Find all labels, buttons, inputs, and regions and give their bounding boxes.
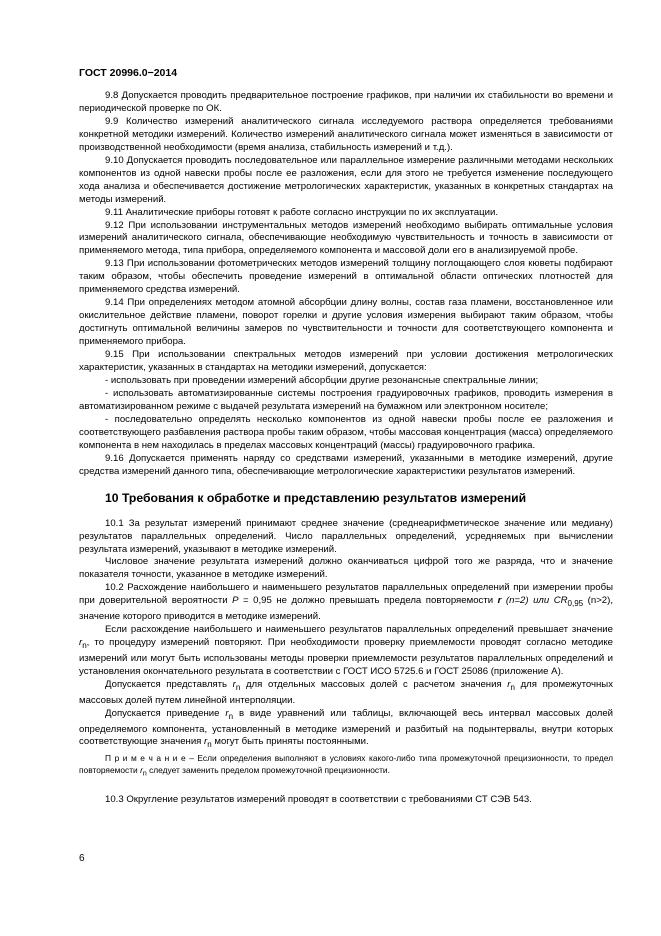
clause-9-10: 9.10 Допускается проводить последовательное или параллельное измерение различными методами нескольких компонентов из одной навески пробы после ее разложения, если для этого не требуется изменение последующего хода анализа и обеспечивается достижение метрологических характеристик, указанных в конкретных стандартах на методы измерений. [79, 154, 613, 205]
page-number: 6 [79, 853, 85, 864]
page-content [79, 90, 613, 807]
clause-9-15: 9.15 При использовании спектральных методов измерений при условии достижения метрологических характеристик, указанных в стандартах на методики измерений, допускается: [79, 349, 613, 374]
clause-10-2-exceed: Если расхождение наибольшего и наименьшего результатов параллельных определений превышает значение $r_n$, то процедуру измерений повторяют. При необходимости проверку приемлемости проводят согласно методике измерений или могут быть использованы методы проверки приемлемости результатов параллельных определений и установления окончательного результата в соответствии с ГОСТ ИСО 5725.6 и ГОСТ 25086 (приложение А). [79, 624, 613, 677]
clause-9-15-item-2: - использовать автоматизированные системы построения градуировочных графиков, проводить измерения в автоматизированном режиме с выдачей результата измерений на бумажном или электронном носителе; [79, 387, 613, 412]
clause-10-1-digit-rule: Числовое значение результата измерений должно оканчиваться цифрой того же разряда, что и значение показателя точности, указанное в методике измерений. [79, 556, 613, 581]
clause-10-2-note: П р и м е ч а н и е – Если определения выполняют в условиях какого-либо типа промежуточной прецизионности, то предел повторяемости $r_n$ следует заменить пределом промежуточной прецизионности. [79, 753, 613, 778]
clause-10-2-equations: Допускается приведение $r_n$ в виде уравнений или таблицы, включающей весь интервал массовых долей определяемого компонента, установленный в методике измерений и разбитый на подынтервалы, внутри которых соответствующие значения $r_n$ могут быть приняты постоянными. [79, 707, 614, 750]
clause-9-11: 9.11 Аналитические приборы готовят к работе согласно инструкции по их эксплуатации. [105, 206, 499, 218]
clause-9-15-item-1: - использовать при проведении измерений абсорбции другие резонансные спектральные линии; [105, 374, 539, 386]
clause-9-14: 9.14 При определениях методом атомной абсорбции длину волны, состав газа пламени, восстановленное или окислительное действие пламени, поворот горелки и другие условия измерения выбирают таким образом, чтобы достигнуть оптимальной величины замеров по чувствительности и точности для соответствующего компонента и применяемого прибора. [79, 297, 613, 348]
clause-10-2: 10.2 Расхождение наибольшего и наименьшего результатов параллельных определений при измерении пробы при доверительной вероятности P = 0,95 не должно превышать предела повторяемости r (n=2) или $CR_{0,95}$ (n>2), значение которого приводится в методике измерений. [79, 582, 613, 623]
clause-10-2-interpolation: Допускается представлять $r_n$ для отдельных массовых долей с расчетом значения $r_n$ для промежуточных массовых долей путем линейной интерполяции. [79, 678, 613, 706]
clause-10-3: 10.3 Округление результатов измерений проводят в соответствии с требованиями СТ СЭВ 543. [105, 794, 532, 806]
clause-9-16: 9.16 Допускается применять наряду со средствами измерений, указанными в методике измерений, другие средства измерений данного типа, обеспечивающие метрологические характеристики результатов измерений. [79, 452, 613, 477]
clause-9-12: 9.12 При использовании инструментальных методов измерений необходимо выбирать оптимальные условия измерений аналитического сигнала, обеспечивающие необходимую чувствительность и точность в зависимости от применяемого метода, типа прибора, определяемого компонента и массовой доли его в анализируемой пробе. [79, 219, 613, 257]
clause-9-9: 9.9 Количество измерений аналитического сигнала исследуемого раствора определяется требованиями конкретной методики измерений. Количество измерений аналитического сигнала может изменяться в зависимости от производственной необходимости (время анализа, стабильность измерений и т.д.). [79, 115, 613, 153]
clause-9-15-item-3: - последовательно определять несколько компонентов из одной навески пробы после ее разложения и соответствующего разбавления раствора пробы таким образом, чтобы массовая концентрация (масса) определяемого компонента в нем находилась в пределах массовых концентраций (массы) градуировочного графика. [79, 413, 613, 451]
clause-10-1: 10.1 За результат измерений принимают среднее значение (среднеарифметическое значение или медиану) результатов параллельных определений. Число параллельных определений, усредняемых при вычислении результата измерений, указывают в методике измерений. [79, 517, 613, 555]
document-header: ГОСТ 20996.0−2014 [79, 67, 178, 79]
clause-9-8: 9.8 Допускается проводить предварительное построение графиков, при наличии их стабильности во времени и периодической проверке по ОК. [79, 90, 613, 114]
section-10-title: 10 Требования к обработке и представлению результатов измерений [105, 490, 527, 505]
clause-9-13: 9.13 При использовании фотометрических методов измерений толщину поглощающего слоя кюветы подбирают таким образом, чтобы обеспечить проведение измерений в оптимальной области оптических плотностей для применяемого средства измерений. [79, 258, 613, 296]
